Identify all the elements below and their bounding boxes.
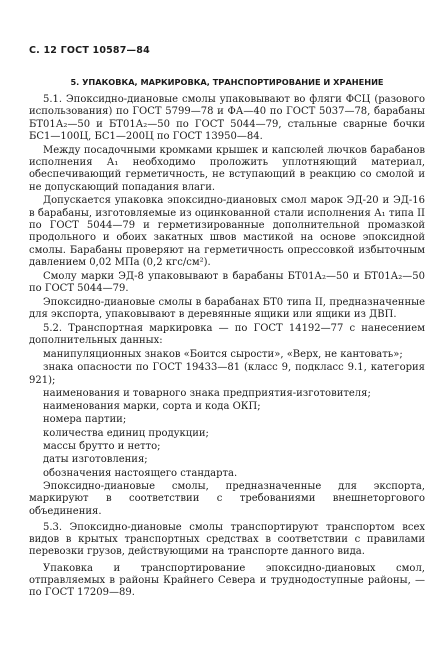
list-item: наименования марки, сорта и кода ОКП; [43,401,261,413]
paragraph-sealing: Между посадочными кромками крышек и капсюлей лючков барабанов исполнения А₁ необходимо проложить уплотняющий материал, обеспечивающий герметичность, не вступающий в реакцию со смолой и не допускающий попадания влаги. [29,144,425,193]
body-text [29,94,425,601]
list-item: обозначения настоящего стандарта. [43,467,238,479]
paragraph-export-packing: Эпоксидно-диановые смолы в барабанах БТ0 типа II, предназначенные для экспорта, упаковывают в деревянные ящики или ящики из ДВП. [29,296,425,321]
paragraph-ed8: Смолу марки ЭД-8 упаковывают в барабаны БТ01А₂—50 и БТ01А₂—50 по ГОСТ 5044—79. [29,270,425,294]
list-item: номера партии; [43,414,127,426]
list-item: манипуляционных знаков «Боится сырости», «Верх, не кантовать»; [43,348,403,360]
running-header: С. 12 ГОСТ 10587—84 [29,45,150,56]
list-item: массы брутто и нетто; [43,441,161,453]
paragraph-far-north: Упаковка и транспортирование эпоксидно-диановых смол, отправляемых в районы Крайнего Севера и труднодоступные районы, — по ГОСТ 17209—89. [29,562,425,599]
paragraph-5-2: 5.2. Транспортная маркировка — по ГОСТ 14192—77 с нанесением дополнительных данных: [29,322,425,347]
paragraph-galvanized-drums: Допускается упаковка эпоксидно-диановых смол марок ЭД-20 и ЭД-16 в барабаны, изготовляемые из оцинкованной стали исполнения А₁ типа II по ГОСТ 5044—79 и герметизированные дополнительной промазкой продольного и обоих закатных швов мастикой на основе эпоксидной смолы. Барабаны проверяют на герметичность опрессовкой избыточным давлением 0,02 МПа (0,2 кгс/см²). [29,195,425,268]
list-item: даты изготовления; [43,454,148,466]
paragraph-export-marking: Эпоксидно-диановые смолы, предназначенные для экспорта, маркируют в соответствии с требованиями внешнеторгового объединения. [29,480,425,517]
list-item: наименования и товарного знака предприятия-изготовителя; [43,387,371,399]
list-item: количества единиц продукции; [43,427,209,439]
section-title: 5. УПАКОВКА, МАРКИРОВКА, ТРАНСПОРТИРОВАНИЕ И ХРАНЕНИЕ [70,77,384,87]
paragraph-5-3: 5.3. Эпоксидно-диановые смолы транспортируют транспортом всех видов в крытых транспортных средствах в соответствии с правилами перевозки грузов, действующими на транспорте данного вида. [29,521,425,558]
list-item: знака опасности по ГОСТ 19433—81 (класс 9, подкласс 9.1, категория 921); [29,362,425,386]
paragraph-5-1: 5.1. Эпоксидно-диановые смолы упаковывают во фляги ФСЦ (разового использования) по ГОСТ 5799—78 и ФА—40 по ГОСТ 5037—78, барабаны БТ01А₂—50 и БТ01А₂—50 по ГОСТ 5044—79, стальные сварные бочки БС1—100Ц, БС1—200Ц по ГОСТ 13950—84. [29,94,425,142]
